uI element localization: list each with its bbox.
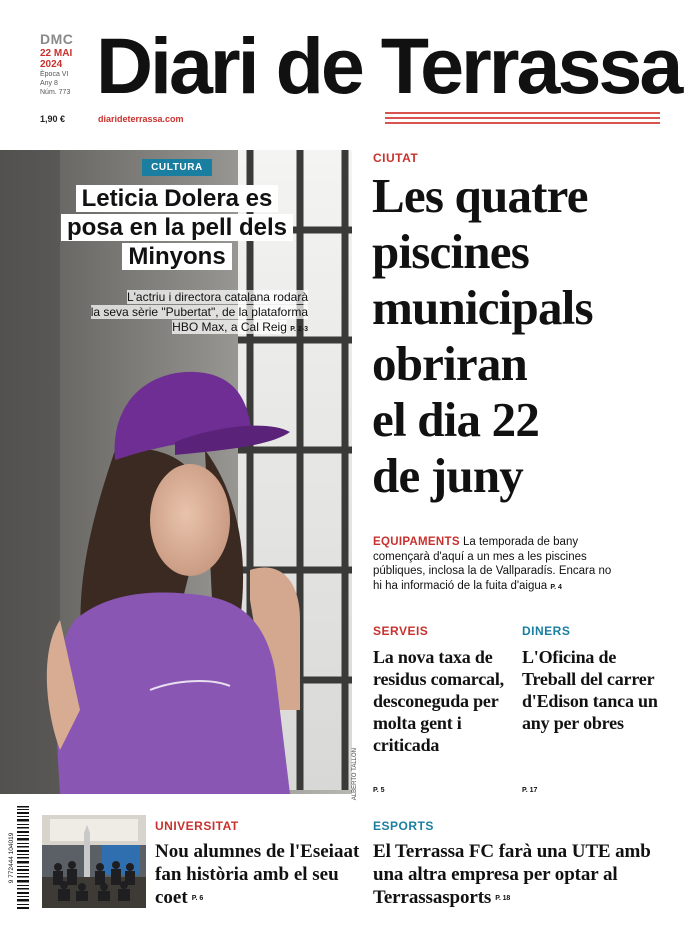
feature-title[interactable] [48,184,306,271]
esports-section-label[interactable]: ESPORTS [373,819,434,833]
newspaper-logo: Diari de Terrassa [96,21,681,110]
main-headline-line: municipals [372,280,593,335]
universitat-headline[interactable] [155,840,365,909]
main-headline-line: el dia 22 [372,392,540,447]
price: 1,90 € [40,114,66,124]
esports-headline[interactable] [373,840,673,909]
main-page-ref: P. 4 [550,583,562,591]
esports-page-ref: P. 18 [495,895,511,903]
main-lead-text: La temporada de bany començarà d'aquí a un mes a les piscines públiques, inclosa la de Vallparadís. Encara no hi ha informació de la fuita d'aigua [373,536,612,592]
story-section-label: SERVEIS [373,624,429,638]
story-diners[interactable] [522,624,662,734]
feature-subtitle [48,290,308,335]
feature-section-tag[interactable]: CULTURA [142,159,212,176]
main-headline-line: piscines [372,224,529,279]
universitat-section-label[interactable]: UNIVERSITAT [155,819,239,833]
main-lead [373,535,613,593]
main-section-label[interactable]: CIUTAT [373,151,419,165]
masthead-meta [40,32,96,97]
issue-year: 2024 [40,59,63,70]
issue-any: Any 8 [40,80,58,87]
esports-headline-text: El Terrassa FC farà una UTE amb una altra empresa per optar al Terrassasports [373,841,651,908]
feature-page-ref: P. 2-3 [290,326,308,333]
story-section-label: DINERS [522,624,571,638]
issue-number: Núm. 773 [40,89,71,96]
universitat-photo[interactable] [42,815,146,908]
barcode [3,802,31,914]
feature-subtitle-line: la seva sèrie "Pubertat", de la plataforma [90,305,308,319]
feature-title-line: Minyons [122,243,231,270]
story-headline: L'Oficina de Treball del carrer d'Edison tanca un any per obres [522,647,658,733]
feature-title-line: posa en la pell dels [61,214,293,241]
main-kicker: EQUIPAMENTS [373,536,460,548]
story-page-ref: P. 5 [373,787,385,794]
story-page-ref: P. 17 [522,787,538,794]
logo-underline-stripes [385,112,660,127]
main-headline-line: Les quatre [372,168,588,223]
photo-credit: ALBERTO TALLÓN [352,748,358,801]
feature-block [48,157,306,271]
issue-epoca: Època VI [40,71,69,78]
feature-title-line: Leticia Dolera es [76,185,279,212]
website-link[interactable]: diarideterrassa.com [98,114,184,124]
brand-small: DMC [40,31,74,47]
story-headline: La nova taxa de residus comarcal, desconeguda per molta gent i criticada [373,647,504,755]
main-headline-line: obriran [372,336,528,391]
universitat-headline-text: Nou alumnes de l'Eseiaat fan història amb el seu coet [155,841,360,908]
barcode-number: 9 772444 104019 [8,832,15,884]
universitat-photo-illustration [42,815,146,908]
feature-subtitle-line: L'actriu i directora catalana rodarà [126,290,308,304]
universitat-page-ref: P. 6 [191,895,204,903]
issue-date: 22 MAI [40,48,73,59]
main-headline-line: de juny [372,448,523,503]
story-serveis[interactable] [373,624,513,756]
feature-subtitle-line: HBO Max, a Cal Reig [172,320,287,334]
main-headline[interactable] [372,168,672,504]
